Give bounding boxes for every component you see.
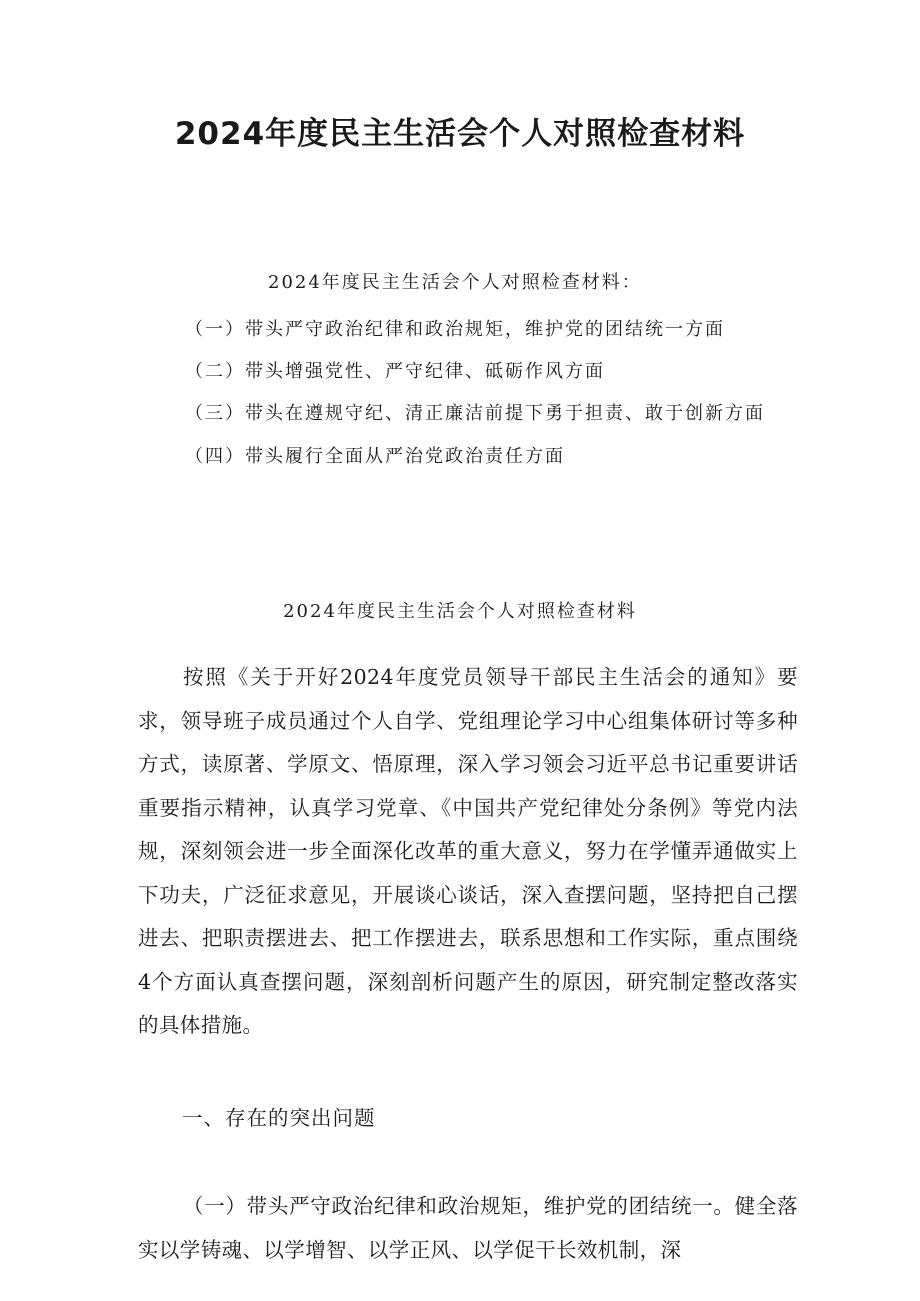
toc-item-2: （二）带头增强党性、严守纪律、砥砺作风方面	[185, 361, 605, 382]
section-title: 2024年度民主生活会个人对照检查材料	[283, 601, 637, 622]
toc-item-1: （一）带头严守政治纪律和政治规矩，维护党的团结统一方面	[185, 319, 725, 340]
toc-item-4: （四）带头履行全面从严治党政治责任方面	[185, 446, 565, 467]
toc-heading: 2024年度民主生活会个人对照检查材料：	[268, 272, 642, 293]
subsection-paragraph-1: （一）带头严守政治纪律和政治规矩，维护党的团结统一。健全落实以学铸魂、以学增智、以学正风、以学促干长效机制，深	[138, 1194, 798, 1262]
heading-existing-problems: 一、存在的突出问题	[182, 1106, 376, 1130]
document-title: 2024年度民主生活会个人对照检查材料	[174, 116, 746, 152]
intro-paragraph: 按照《关于开好2024年度党员领导干部民主生活会的通知》要求，领导班子成员通过个人自学、党组理论学习中心组集体研讨等多种方式，读原著、学原文、悟原理，深入学习领会习近平总书记重要讲话重要指示精神，认真学习党章、《中国共产党纪律处分条例》等党内法规，深刻领会进一步全面深化改革的重大意义，努力在学懂弄通做实上下功夫，广泛征求意见，开展谈心谈话，深入查摆问题，坚持把自己摆进去、把职责摆进去、把工作摆进去，联系思想和工作实际，重点围绕4个方面认真查摆问题，深刻剖析问题产生的原因，研究制定整改落实的具体措施。	[138, 665, 798, 1037]
toc-item-3: （三）带头在遵规守纪、清正廉洁前提下勇于担责、敢于创新方面	[185, 403, 765, 424]
